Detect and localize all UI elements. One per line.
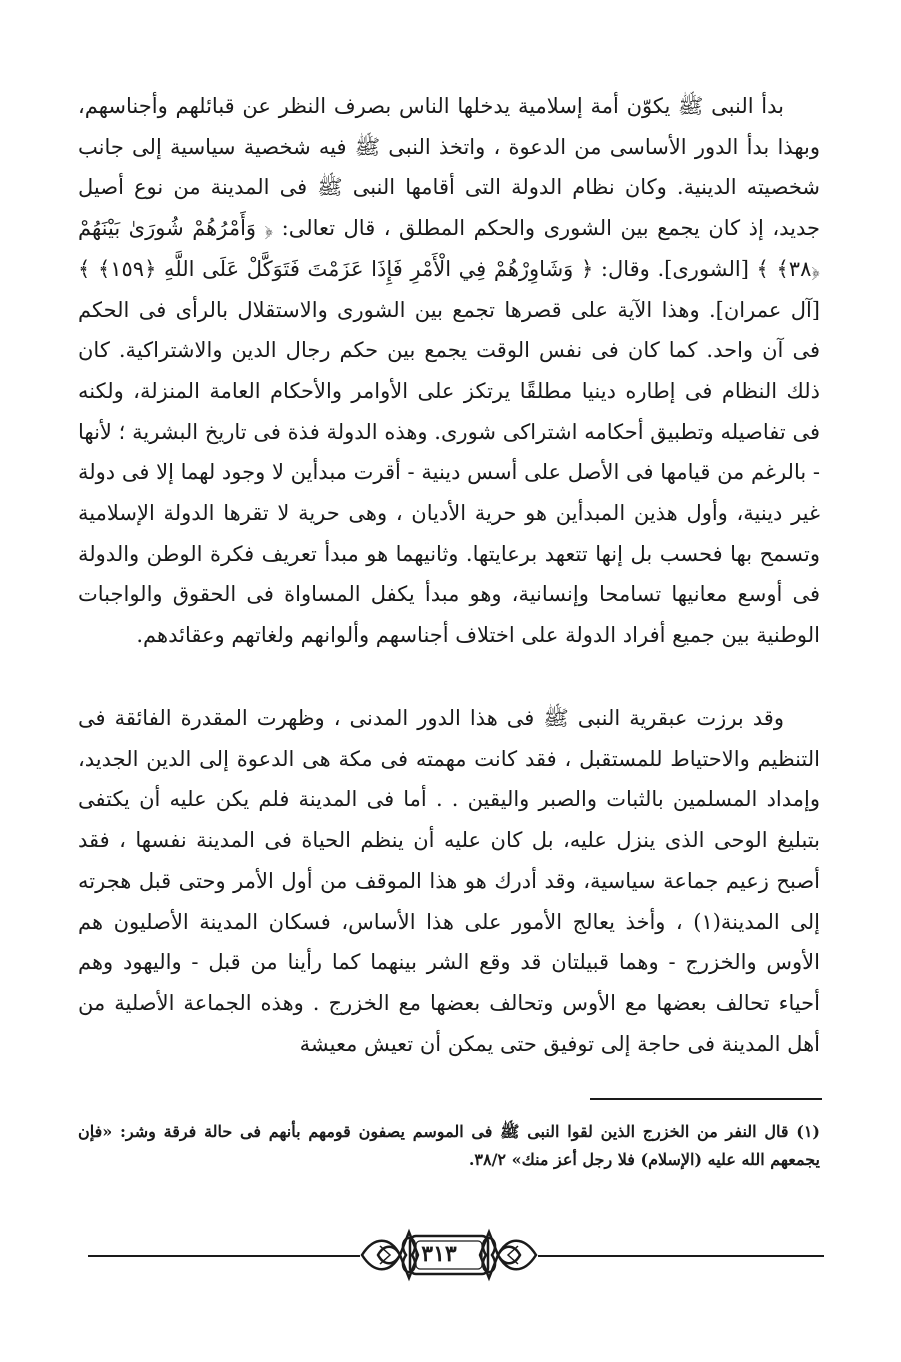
main-text-paragraph-2 bbox=[78, 698, 820, 1064]
paragraph-text: بدأ النبى ﷺ يكوّن أمة إسلامية يدخلها الناس بصرف النظر عن قبائلهم وأجناسهم، وبهذا بدأ الدور الأساسى من الدعوة ، واتخذ النبى ﷺ فيه شخصية سياسية إلى جانب شخصيته الدينية. وكان نظام الدولة التى أقامها النبى ﷺ فى المدينة من نوع أصيل جديد، إذ كان يجمع بين الشورى والحكم المطلق ، قال تعالى: ﴿ وَأَمْرُهُمْ شُورَىٰ بَيْنَهُمْ ﴿٣٨﴾ ﴾ [الشورى]. وقال: ﴿ وَشَاوِرْهُمْ فِي الْأَمْرِ فَإِذَا عَزَمْتَ فَتَوَكَّلْ عَلَى اللَّهِ ﴿١٥٩﴾ ﴾ [آل عمران]. وهذا الآية على قصرها تجمع بين الشورى والاستقلال بالرأى فى الحكم فى آن واحد. كما كان فى نفس الوقت يجمع بين حكم رجال الدين والاشتراكية. كان ذلك النظام فى إطاره دينيا مطلقًا يرتكز على الأوامر والأحكام العامة المنزلة، ولكنه فى تفاصيله وتطبيق أحكامه اشتراكى شورى. وهذه الدولة فذة فى تاريخ البشرية ؛ لأنها - بالرغم من قيامها فى الأصل على أسس دينية - أقرت مبدأين لا وجود لهما إلا فى دولة غير دينية، وأول هذين المبدأين هو حرية الأديان ، وهى حرية لا تقرها الدولة الإسلامية وتسمح بها فحسب بل إنها تتعهد برعايتها. وثانيهما هو مبدأ تعريف فكرة الوطن والدولة فى أوسع معانيها تسامحا وإنسانية، وهو مبدأ يكفل المساواة فى الحقوق والواجبات الوطنية بين جميع أفراد الدولة على اختلاف أجناسهم وألوانهم ولغاتهم وعقائدهم. bbox=[78, 94, 820, 648]
page-number: ٣١٣ bbox=[421, 1241, 457, 1267]
footer-rule-left bbox=[88, 1255, 360, 1257]
footer-rule-right bbox=[538, 1255, 824, 1257]
paragraph-text: وقد برزت عبقرية النبى ﷺ فى هذا الدور المدنى ، وظهرت المقدرة الفائقة فى التنظيم والاحتياط للمستقبل ، فقد كانت مهمته فى مكة هى الدعوة إلى الدين الجديد، وإمداد المسلمين بالثبات والصبر واليقين . . أما فى المدينة فلم يكن عليه أن يكتفى بتبليغ الوحى الذى ينزل عليه، بل كان عليه أن ينظم الحياة فى المدينة نفسها ، فقد أصبح زعيم جماعة سياسية، وقد أدرك هو هذا الموقف من أول الأمر وحتى قبل هجرته إلى المدينة(١) ، وأخذ يعالج الأمور على هذا الأساس، فسكان المدينة الأصليون هم الأوس والخزرج - وهما قبيلتان قد وقع الشر بينهما كما رأينا من قبل - واليهود وهم أحياء تحالف بعضها مع الأوس وتحالف بعضها مع الخزرج . وهذه الجماعة الأصلية من أهل المدينة فى حاجة إلى توفيق حتى يمكن أن تعيش معيشة bbox=[78, 706, 821, 1056]
footnote-separator bbox=[590, 1098, 822, 1100]
main-text-paragraph-1 bbox=[78, 86, 820, 656]
footnote: (١) قال النفر من الخزرج الذين لقوا النبى ﷺ فى الموسم يصفون قومهم بأنهم فى حالة فرقة وشر: «فإن يجمعهم الله عليه (الإسلام) فلا رجل أعز منك» ٣٨/٢. bbox=[78, 1122, 820, 1169]
